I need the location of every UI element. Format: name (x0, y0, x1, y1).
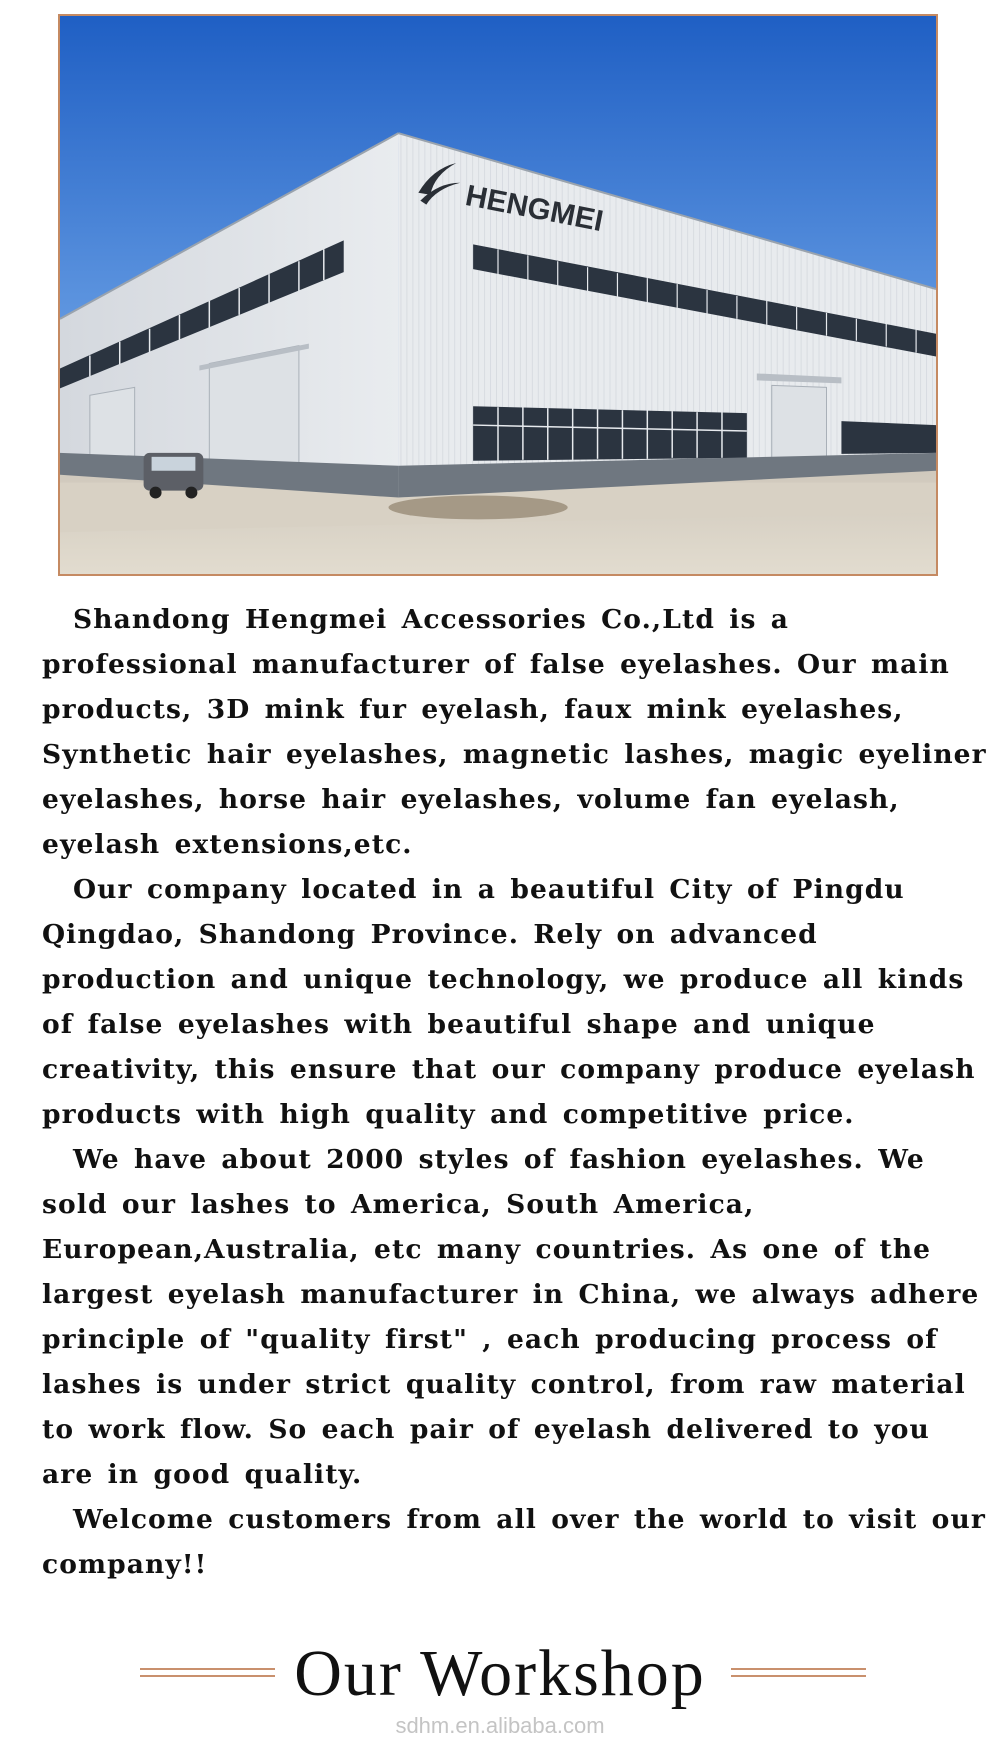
workshop-section-heading (0, 1632, 1000, 1712)
section-title: Our Workshop (294, 1637, 706, 1710)
factory-building-illustration (60, 16, 936, 574)
description-paragraph-location: Our company located in a beautiful City of Pingdu Qingdao, Shandong Province. Rely on advanced production and unique technology, we produce all kinds of false eyelashes with beautiful shape and unique creativity, this ensure that our company produce eyelash products with high quality and competitive price. (42, 874, 976, 1130)
description-paragraph-intro: Shandong Hengmei Accessories Co.,Ltd is a professional manufacturer of false eyelashes. Our main products, 3D mink fur eyelash, faux mink eyelashes, Synthetic hair eyelashes, magnetic lashes, magic eyeliner eyelashes, horse hair eyelashes, volume fan eyelash, eyelash extensions,etc. (42, 604, 987, 860)
description-paragraph-styles: We have about 2000 styles of fashion eyelashes. We sold our lashes to America, South America, European,Australia, etc many countries. As one of the largest eyelash manufacturer in China, we always adhere principle of "quality first" , each producing process of lashes is under strict quality control, from raw material to work flow. So each pair of eyelash delivered to you are in good quality. (42, 1144, 980, 1490)
svg-text:HENGMEI: HENGMEI (462, 179, 606, 239)
site-watermark: sdhm.en.alibaba.com (395, 1713, 605, 1738)
description-paragraph-welcome: Welcome customers from all over the world to visit our company!! (42, 1504, 986, 1580)
heading-rule-right (731, 1668, 866, 1677)
factory-photo (58, 14, 938, 576)
company-description (42, 597, 987, 1587)
